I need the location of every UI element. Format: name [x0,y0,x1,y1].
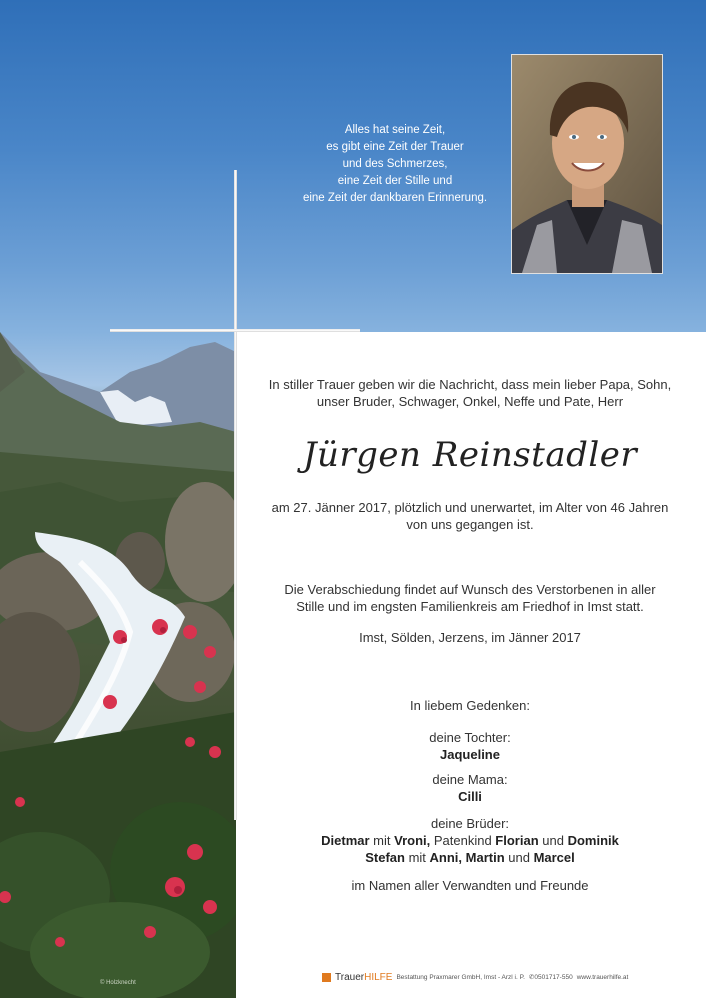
memory-heading: In liebem Gedenken: [410,698,530,713]
quote-line: und des Schmerzes, [342,158,448,170]
quote-line: eine Zeit der dankbaren Erinnerung. [302,192,488,204]
quote-line: eine Zeit der Stille und [337,175,453,187]
footer-phone: ✆0501717-550 [528,974,573,981]
intro-line: unser Bruder, Schwager, Onkel, Neffe und Pate, Herr [316,394,624,409]
footer [322,971,692,983]
mourner-name: Dietmar [321,833,370,848]
mourner-brothers [252,815,688,866]
intro-line: In stiller Trauer geben wir die Nachricht, dass mein lieber Papa, Sohn, [268,377,672,392]
brothers-line [252,832,688,849]
mourner-name: Florian [495,833,539,848]
relation-label: deine Tochter: [429,730,511,745]
logo-text-a: Trauer [335,971,365,983]
connector-text: mit [369,833,395,848]
connector-text: mit [404,850,430,865]
footer-website[interactable]: www.trauerhilfe.at [576,973,629,981]
quote-line: es gibt eine Zeit der Trauer [326,141,464,153]
funeral-info [252,581,688,615]
mourner-daughter [252,729,688,763]
trauerhilfe-logo [335,972,392,983]
death-line: von uns gegangen ist. [406,517,534,532]
photo-credit: © Holzknecht [100,980,136,986]
mourner-name: Anni, Martin [429,850,505,865]
connector-text: und [538,833,568,848]
mourner-name: Cilli [458,789,482,804]
brothers-line [252,849,688,866]
mourner-name: Vroni, [394,833,431,848]
memorial-quote [290,122,500,207]
death-details [252,499,688,533]
relation-label: deine Brüder: [430,816,510,831]
cross-vertical-bar [234,170,237,820]
funeral-line: Stille und im engsten Familienkreis am Friedhof in Imst statt. [296,599,644,614]
mourner-mother [252,771,688,805]
logo-text-b: HILFE [364,971,393,983]
connector-text: Patenkind [430,833,496,848]
connector-text: und [504,850,534,865]
mourner-name: Marcel [533,850,575,865]
deceased-name: Jürgen Reinstadler [302,435,638,475]
mourner-name: Dominik [567,833,619,848]
footer-company: Bestattung Praxmarer GmbH, Imst - Arzl i. P. [396,973,525,981]
death-notice-intro [252,376,688,410]
relation-label: deine Mama: [432,772,508,787]
portrait-photo [511,54,663,274]
funeral-line: Die Verabschiedung findet auf Wunsch des Verstorbenen in aller [284,582,656,597]
place-and-date: Imst, Sölden, Jerzens, im Jänner 2017 [359,630,581,645]
mountain-waterfall-image [0,332,236,998]
quote-line: Alles hat seine Zeit, [344,124,446,136]
mourner-name: Stefan [365,850,405,865]
relatives-line: im Namen aller Verwandten und Freunde [351,878,589,893]
death-line: am 27. Jänner 2017, plötzlich und unerwartet, im Alter von 46 Jahren [271,500,669,515]
mourner-name: Jaqueline [440,747,500,762]
trauerhilfe-logo-icon [322,973,331,982]
cross-horizontal-bar [110,329,360,332]
